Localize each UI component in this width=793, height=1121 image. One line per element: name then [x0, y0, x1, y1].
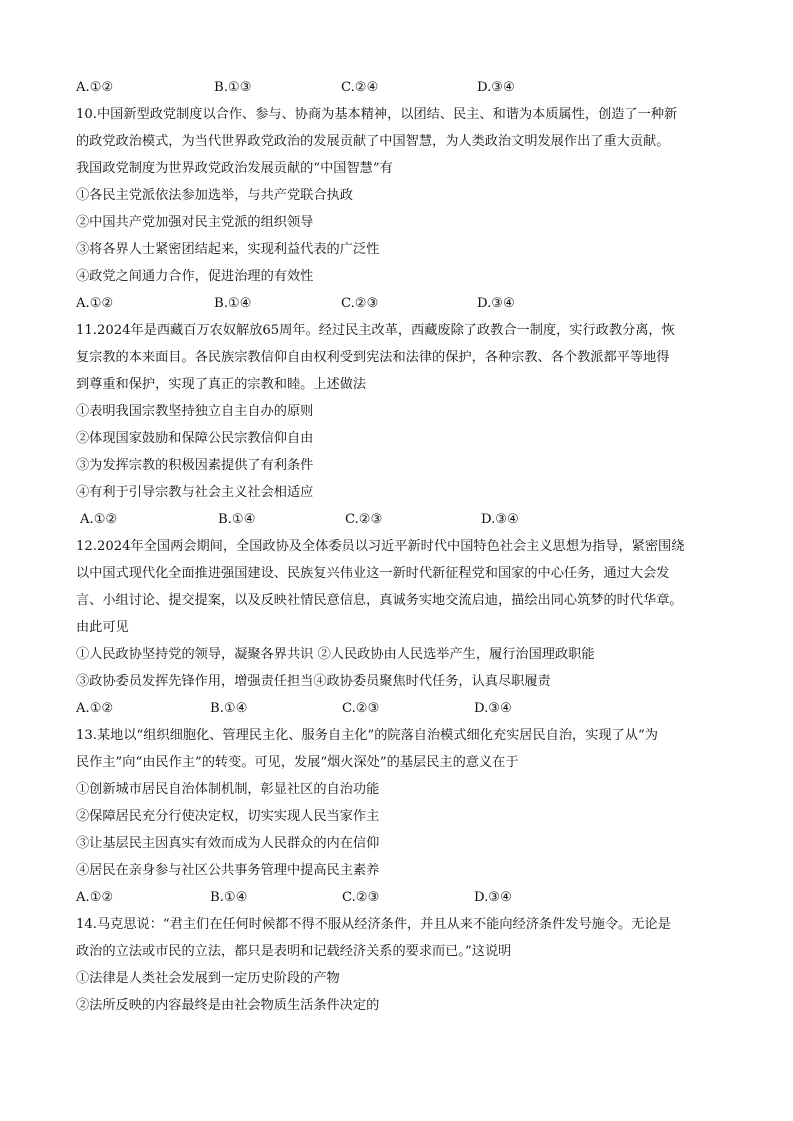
question-12	[76, 533, 736, 722]
q10-choice-d[interactable]: D.③④	[477, 296, 515, 311]
q10-choice-a[interactable]: A.①②	[76, 296, 114, 311]
q11-stem-line: 复宗教的本来面目。各民族宗教信仰自由权利受到宪法和法律的保护，各种宗教、各个教派都平等地得	[76, 350, 670, 365]
q11-option-3: ③为发挥宗教的积极因素提供了有利条件	[76, 458, 314, 473]
q13-stem-line: 13.某地以“组织细胞化、管理民主化、服务自主化”的院落自治模式细化充实居民自治，实现了从“为	[76, 728, 658, 743]
q12-choice-a[interactable]: A.①②	[76, 701, 114, 716]
q10-option-2: ②中国共产党加强对民主党派的组织领导	[76, 215, 314, 230]
q10-choice-b[interactable]: B.①④	[214, 296, 252, 311]
q12-choice-b[interactable]: B.①④	[210, 701, 248, 716]
q10-choice-c[interactable]: C.②③	[341, 296, 379, 311]
q13-option-3: ③让基层民主因真实有效而成为人民群众的内在信仰	[76, 836, 380, 851]
q11-stem-line: 11.2024年是西藏百万农奴解放65周年。经过民主改革，西藏废除了政教合一制度，实行政教分离，恢	[76, 323, 675, 338]
q10-stem-line: 10.中国新型政党制度以合作、参与、协商为基本精神，以团结、民主、和谐为本质属性，创造了一种新	[76, 107, 678, 122]
q14-option-1: ①法律是人类社会发展到一定历史阶段的产物	[76, 971, 340, 986]
q9-choice-a[interactable]: A.①②	[76, 80, 114, 95]
q14-stem-line: 政治的立法或市民的立法，都只是表明和记载经济关系的要求而已。”这说明	[76, 944, 512, 959]
q10-option-1: ①各民主党派依法参加选举，与共产党联合执政	[76, 188, 353, 203]
q12-stem-line: 以中国式现代化全面推进强国建设、民族复兴伟业这一新时代新征程党和国家的中心任务，通过大会发	[76, 566, 670, 581]
q11-choices	[76, 506, 736, 533]
q13-option-2: ②保障居民充分行使决定权，切实实现人民当家作主	[76, 809, 380, 824]
q11-choice-b[interactable]: B.①④	[218, 512, 256, 527]
q12-stem-line: 12.2024年全国两会期间，全国政协及全体委员以习近平新时代中国特色社会主义思想为指导，紧密围绕	[76, 539, 685, 554]
q14-option-2: ②法所反映的内容最终是由社会物质生活条件决定的	[76, 998, 380, 1013]
q13-option-4: ④居民在亲身参与社区公共事务管理中提高民主素养	[76, 863, 380, 878]
q11-option-1: ①表明我国宗教坚持独立自主自办的原则	[76, 404, 314, 419]
q9-choice-c[interactable]: C.②④	[341, 80, 379, 95]
q11-choice-d[interactable]: D.③④	[481, 512, 519, 527]
q10-option-4: ④政党之间通力合作，促进治理的有效性	[76, 269, 314, 284]
q12-options-row-1: ①人民政协坚持党的领导，凝聚各界共识 ②人民政协由人民选举产生，履行治国理政职能	[76, 647, 595, 662]
question-13	[76, 722, 736, 911]
q12-choice-d[interactable]: D.③④	[474, 701, 512, 716]
q11-choice-a[interactable]: A.①②	[80, 512, 118, 527]
q13-choice-a[interactable]: A.①②	[76, 890, 114, 905]
question-11	[76, 317, 736, 533]
q13-choices	[76, 884, 736, 911]
q13-option-1: ①创新城市居民自治体制机制，彰显社区的自治功能	[76, 782, 380, 797]
q10-choices	[76, 290, 736, 317]
exam-page	[76, 74, 736, 1019]
q13-choice-d[interactable]: D.③④	[474, 890, 512, 905]
q11-stem-line: 到尊重和保护，实现了真正的宗教和睦。上述做法	[76, 377, 367, 392]
q11-choice-c[interactable]: C.②③	[345, 512, 383, 527]
q12-options-row-2: ③政协委员发挥先锋作用，增强责任担当④政协委员聚焦时代任务，认真尽职履责	[76, 674, 551, 689]
q13-stem-line: 民作主”向“由民作主”的转变。可见，发展“烟火深处”的基层民主的意义在于	[76, 755, 519, 770]
q10-stem-line: 我国政党制度为世界政党政治发展贡献的“中国智慧”有	[76, 161, 393, 176]
q12-choices	[76, 695, 736, 722]
q10-option-3: ③将各界人士紧密团结起来，实现利益代表的广泛性	[76, 242, 380, 257]
q9-choice-b[interactable]: B.①③	[214, 80, 252, 95]
q12-stem-line: 由此可见	[76, 620, 129, 635]
q14-stem-line: 14.马克思说：“君主们在任何时候都不得不服从经济条件，并且从来不能向经济条件发号施令。无论是	[76, 917, 671, 932]
q10-stem-line: 的政党政治模式，为当代世界政党政治的发展贡献了中国智慧，为人类政治文明发展作出了重大贡献。	[76, 134, 670, 149]
q11-option-2: ②体现国家鼓励和保障公民宗教信仰自由	[76, 431, 314, 446]
q11-option-4: ④有利于引导宗教与社会主义社会相适应	[76, 485, 314, 500]
q9-choice-d[interactable]: D.③④	[477, 80, 515, 95]
q13-choice-c[interactable]: C.②③	[342, 890, 380, 905]
question-10	[76, 101, 736, 317]
q13-choice-b[interactable]: B.①④	[210, 890, 248, 905]
q9-choices	[76, 74, 736, 101]
question-14	[76, 911, 736, 1019]
q12-stem-line: 言、小组讨论、提交提案，以及反映社情民意信息，真诚务实地交流启迪，描绘出同心筑梦的时代华章。	[76, 593, 683, 608]
q12-choice-c[interactable]: C.②③	[342, 701, 380, 716]
